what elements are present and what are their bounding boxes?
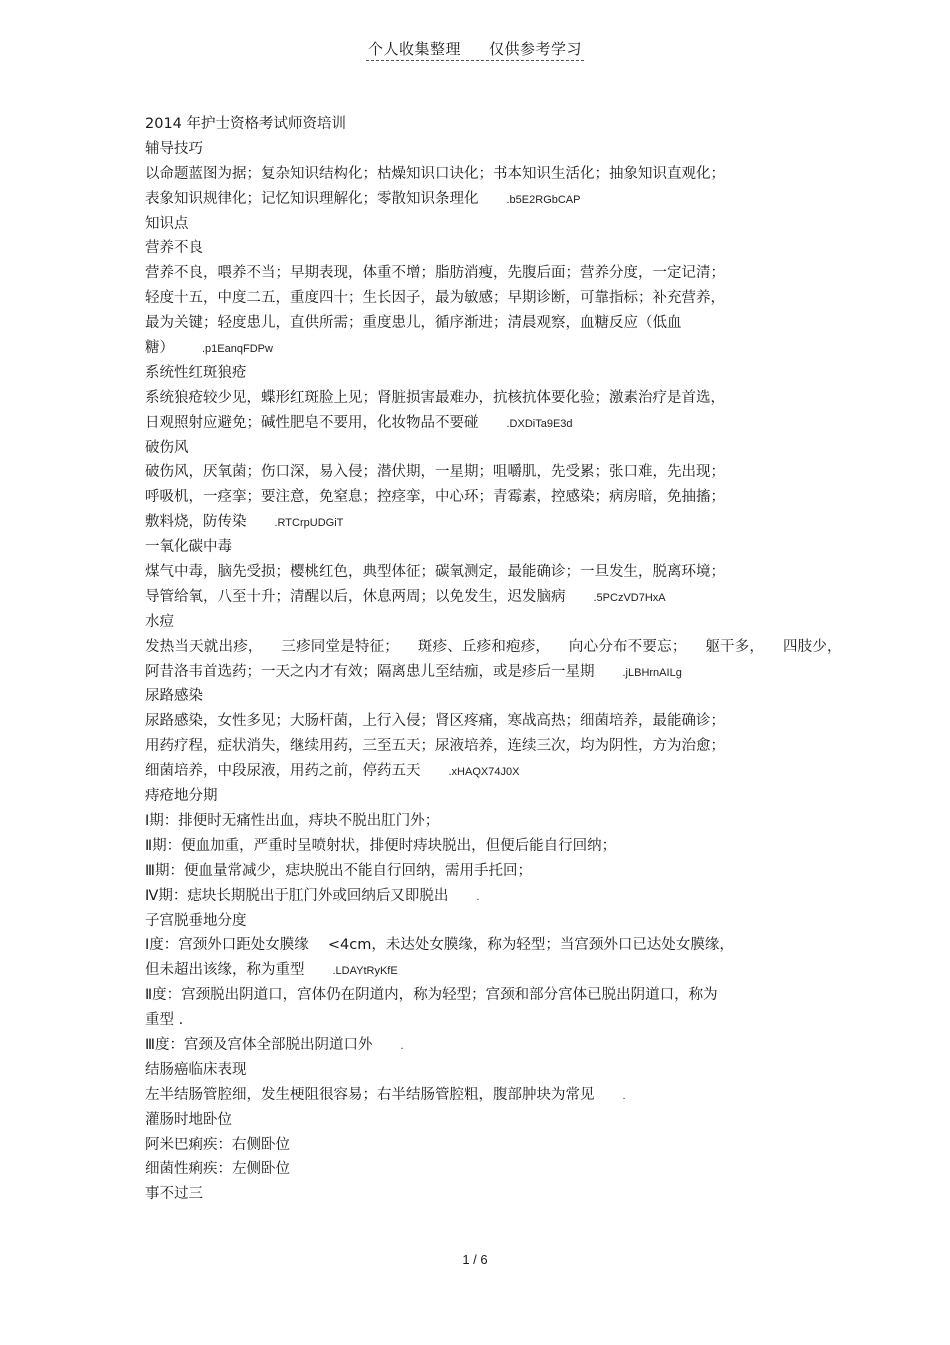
line-text: 糖） [145,340,174,357]
text-line [145,236,825,261]
line-text: 辅导技巧 [145,140,203,157]
page-header [0,38,950,59]
text-line [145,436,825,461]
text-line [145,510,825,535]
text-line [145,485,825,510]
text-line [145,983,825,1008]
line-text: 破伤风，厌氧菌；伤口深，易入侵；潜伏期，一星期；咀嚼肌，先受累；张口难，先出现； [145,464,725,481]
doc-code: . [400,1039,404,1052]
line-text: 左半结肠管腔细，发生梗阻很容易；右半结肠管腔粗，腹部肿块为常见 [145,1086,595,1103]
line-text: 破伤风 [145,439,189,456]
doc-code: .RTCrpUDGiT [274,517,344,530]
text-line [145,834,825,859]
line-text: Ⅲ度：宫颈及宫体全部脱出阴道口外 [145,1036,373,1053]
text-line [145,784,825,809]
text-line [145,336,825,361]
text-line [145,933,825,958]
text-line [145,286,825,311]
text-line [145,137,825,162]
text-line [145,1133,825,1158]
line-text: 系统性红斑狼疮 [145,364,247,381]
text-line [145,1008,825,1033]
text-line [145,1182,825,1207]
doc-code: .LDAYtRyKfE [332,965,398,978]
header-right-text: 仅供参考学习 [489,40,583,58]
doc-code: . [476,890,480,903]
doc-code: .5PCzVD7HxA [593,591,666,604]
text-line [145,386,825,411]
line-text: 最为关键；轻度患儿，直供所需；重度患儿，循序渐进；清晨观察，血糖反应（低血 [145,315,682,332]
text-line [145,1058,825,1083]
text-line [145,709,825,734]
text-line [145,311,825,336]
text-line [145,958,825,983]
text-line [145,585,825,610]
text-line [145,361,825,386]
doc-code: .jLBHrnAILg [622,666,682,679]
line-text: 重型 . [145,1012,184,1029]
line-text: 一氧化碳中毒 [145,539,232,556]
text-line [145,909,825,934]
header-dashed-rule [366,60,584,61]
line-text: Ⅳ期：痣块长期脱出于肛门外或回纳后又即脱出 [145,887,449,904]
line-text: 日观照射应避免；碱性肥皂不要用，化妆物品不要碰 [145,414,479,431]
text-line [145,535,825,560]
line-text: 呼吸机，一痉挛；要注意，免窒息；控痉挛，中心环；青霉素，控感染；病房暗，免抽搐； [145,489,725,506]
line-text: 阿昔洛韦首选药；一天之内才有效；隔离患儿至结痂，或是疹后一星期 [145,663,595,680]
line-text: 营养不良 [145,240,203,257]
line-text: 结肠癌临床表现 [145,1061,247,1078]
text-line [145,411,825,436]
text-line [145,187,825,212]
line-text: Ⅱ度：宫颈脱出阴道口，宫体仍在阴道内，称为轻型；宫颈和部分宫体已脱出阴道口，称为 [145,987,718,1004]
text-line [145,1157,825,1182]
line-text: 知识点 [145,215,189,232]
line-text: 发热当天就出疹， 三疹同堂是特征； 斑疹、丘疹和疱疹， 向心分布不要忘； 躯干多， 四肢少， [145,638,842,655]
doc-code: .b5E2RGbCAP [506,193,581,206]
text-line [145,1033,825,1058]
line-text: 表象知识规律化；记忆知识理解化；零散知识条理化 [145,190,479,207]
text-line [145,660,825,685]
line-text: Ⅲ期：便血量常减少，痣块脱出不能自行回纳，需用手托回； [145,862,532,879]
text-line [145,1083,825,1108]
page-number: 1 / 6 [462,1252,488,1267]
line-text: 敷料烧，防传染 [145,514,247,531]
text-line [145,460,825,485]
text-line [145,635,842,660]
text-line [145,162,825,187]
line-text: Ⅰ度：宫颈外口距处女膜缘 <4cm，未达处女膜缘，称为轻型；当宫颈外口已达处女膜缘， [145,937,734,954]
text-line [145,809,825,834]
text-line [145,560,825,585]
line-text: 以命题蓝图为据；复杂知识结构化；枯燥知识口诀化；书本知识生活化；抽象知识直观化； [145,165,725,182]
line-text: 水痘 [145,613,174,630]
line-text: 用药疗程，症状消失，继续用药，三至五天；尿液培养，连续三次，均为阴性，方为治愈； [145,738,725,755]
line-text: 灌肠时地卧位 [145,1111,232,1128]
text-line [145,884,825,909]
doc-code: .xHAQX74J0X [448,766,520,779]
line-text: 但未超出该缘，称为重型 [145,962,305,979]
text-line [145,610,825,635]
line-text: 子宫脱垂地分度 [145,912,247,929]
text-line [145,759,825,784]
line-text: 2014 年护士资格考试师资培训 [145,116,347,132]
line-text: 导管给氧，八至十升；清醒以后，休息两周；以免发生，迟发脑病 [145,588,566,605]
line-text: 痔疮地分期 [145,788,218,805]
text-line [145,212,825,237]
line-text: Ⅰ期：排便时无痛性出血，痔块不脱出肛门外； [145,812,440,829]
line-text: 轻度十五，中度二五，重度四十；生长因子，最为敏感；早期诊断，可靠指标；补充营养， [145,290,725,307]
header-left-text: 个人收集整理 [367,40,461,58]
line-text: 系统狼疮较少见，蝶形红斑脸上见；肾脏损害最难办，抗核抗体要化验；激素治疗是首选， [145,389,725,406]
line-text: 营养不良，喂养不当；早期表现，体重不增；脂肪消瘦，先腹后面；营养分度，一定记清； [145,265,725,282]
doc-code: . [622,1089,626,1102]
line-text: 阿米巴痢疾：右侧卧位 [145,1136,290,1153]
line-text: 细菌培养，中段尿液，用药之前，停药五天 [145,763,421,780]
text-line [145,734,825,759]
text-line [145,859,825,884]
doc-code: .DXDiTa9E3d [506,417,573,430]
text-line [145,112,825,137]
document-body [145,112,842,1207]
line-text: 煤气中毒，脑先受损；樱桃红色，典型体征；碳氧测定，最能确诊；一旦发生，脱离环境； [145,564,725,581]
doc-code: .p1EanqFDPw [202,343,273,356]
line-text: Ⅱ期：便血加重，严重时呈喷射状，排便时痔块脱出，但便后能自行回纳； [145,837,617,854]
line-text: 尿路感染，女性多见；大肠杆菌，上行入侵；肾区疼痛，寒战高热；细菌培养，最能确诊； [145,713,725,730]
line-text: 尿路感染 [145,688,203,705]
line-text: 细菌性痢疾：左侧卧位 [145,1161,290,1178]
line-text: 事不过三 [145,1186,203,1203]
text-line [145,261,825,286]
text-line [145,684,825,709]
text-line [145,1108,825,1133]
